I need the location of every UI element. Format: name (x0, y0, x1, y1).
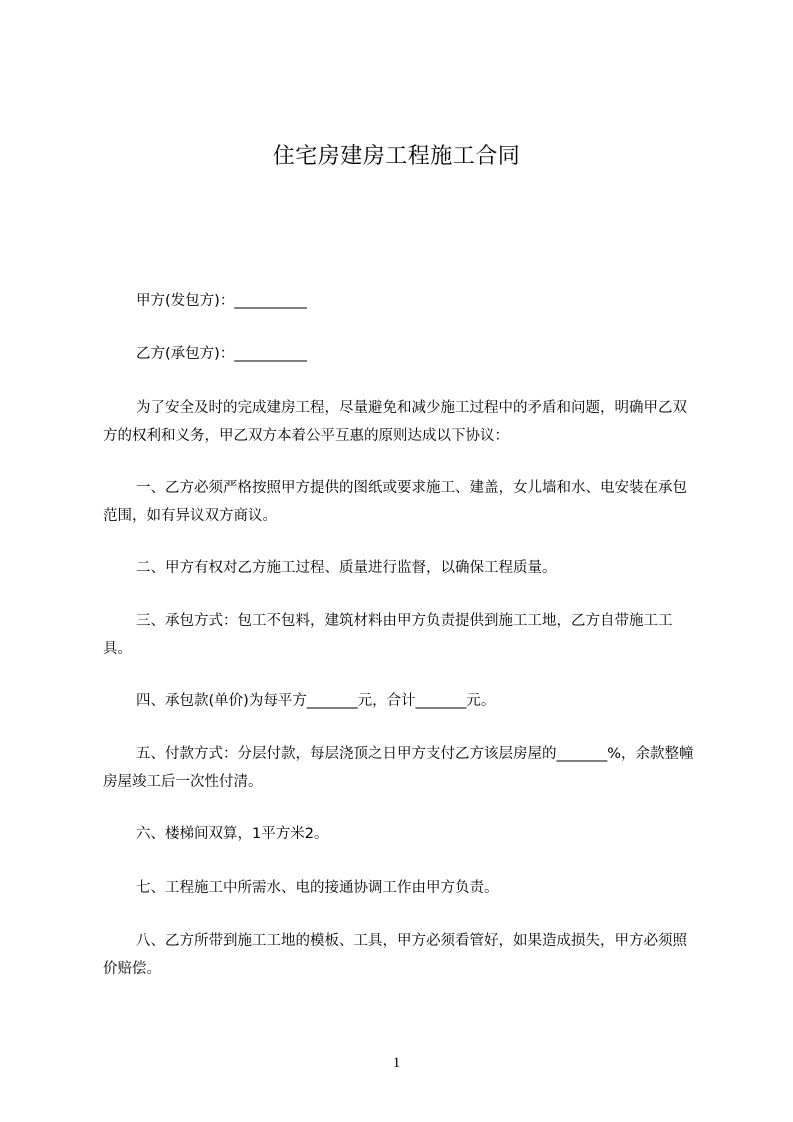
clause-4: 四、承包款(单价)为每平方_______元，合计_______元。 (136, 693, 496, 709)
preamble-paragraph: 为了安全及时的完成建房工程，尽量避免和减少施工过程中的矛盾和问题，明确甲乙双方的权利和义务，甲乙双方本着公平互惠的原则达成以下协议： (103, 400, 687, 444)
page-number: 1 (392, 1055, 401, 1071)
party-b-line: 乙方(承包方)：__________ (136, 346, 307, 362)
clause-6: 六、楼梯间双算，1平方米2。 (136, 826, 329, 842)
clause-2: 二、甲方有权对乙方施工过程、质量进行监督，以确保工程质量。 (136, 560, 557, 576)
clause-5: 五、付款方式：分层付款，每层浇顶之日甲方支付乙方该层房屋的_______%，余款整幢房屋竣工后一次性付清。 (103, 746, 694, 790)
party-a-line: 甲方(发包方)：__________ (136, 293, 307, 309)
clause-8: 八、乙方所带到施工工地的模板、工具，甲方必须看管好，如果造成损失，甲方必须照价赔偿。 (103, 933, 687, 977)
clause-1: 一、乙方必须严格按照甲方提供的图纸或要求施工、建盖，女儿墙和水、电安装在承包范围，如有异议双方商议。 (103, 480, 687, 524)
document-title: 住宅房建房工程施工合同 (272, 144, 521, 169)
clause-7: 七、工程施工中所需水、电的接通协调工作由甲方负责。 (136, 880, 499, 896)
clause-3: 三、承包方式：包工不包料，建筑材料由甲方负责提供到施工工地，乙方自带施工工具。 (103, 613, 673, 657)
